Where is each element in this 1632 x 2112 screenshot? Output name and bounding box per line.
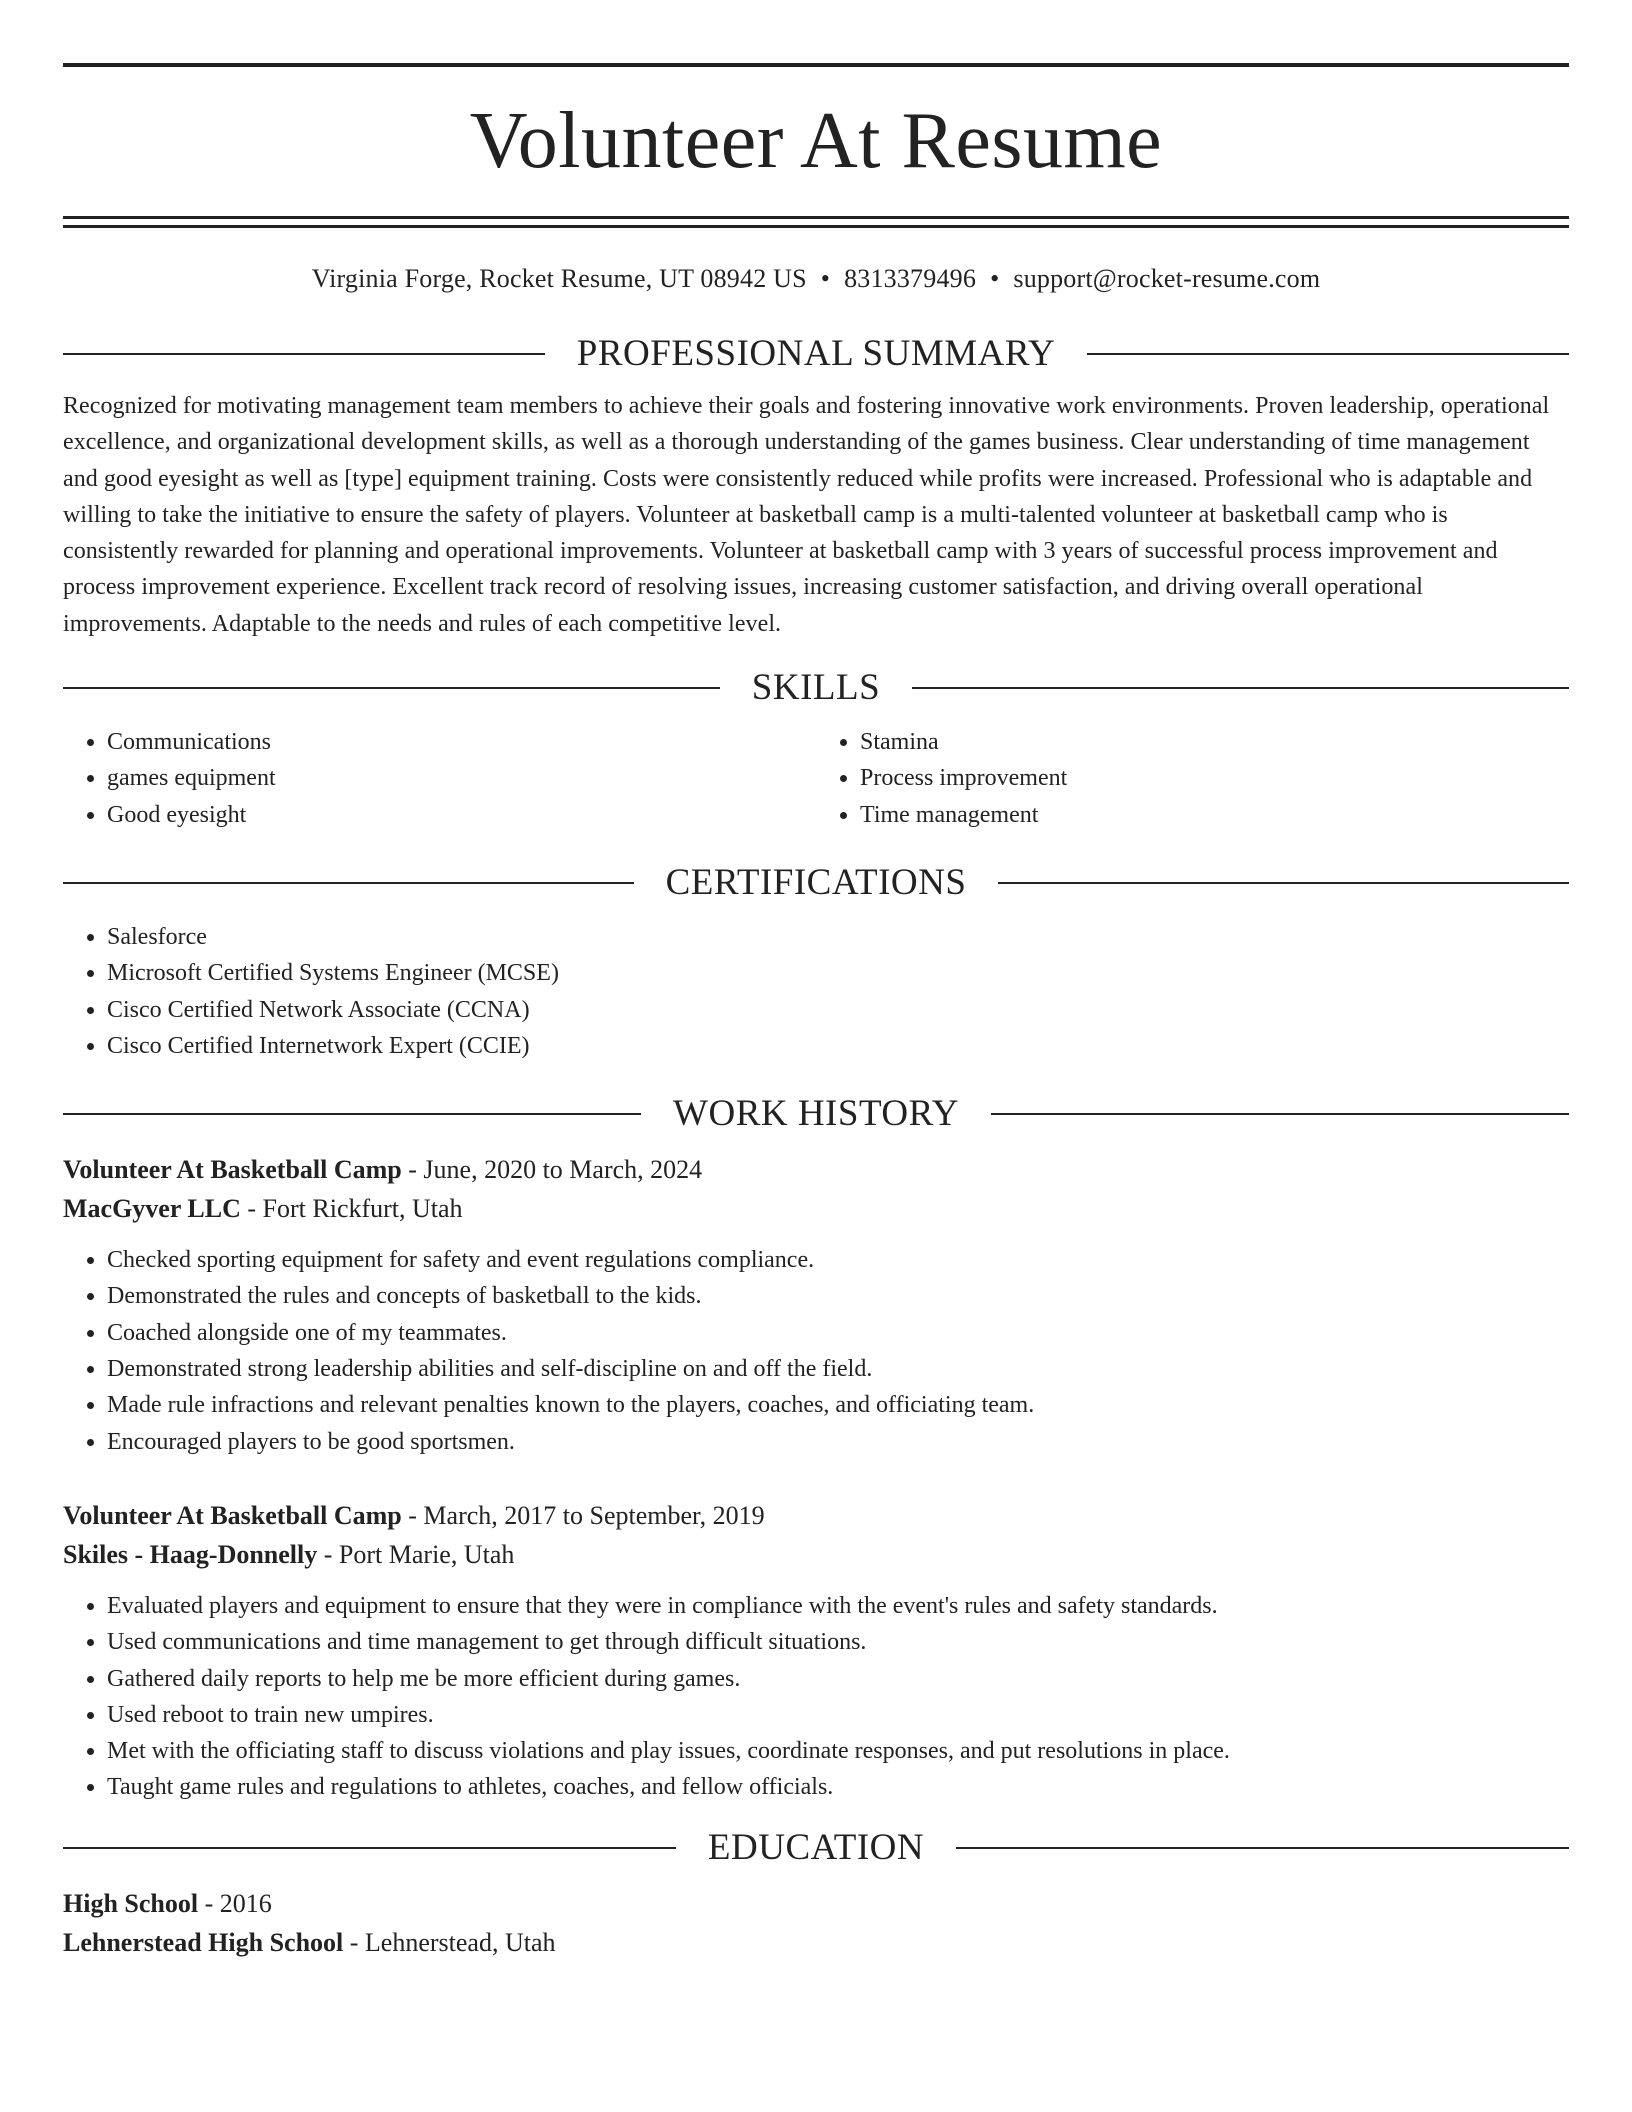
contact-separator: • — [990, 264, 1000, 293]
section-rule-right — [998, 882, 1569, 884]
job-company-line — [63, 1189, 1569, 1228]
job-company: MacGyver LLC — [63, 1194, 241, 1224]
job-bullet: • Made rule infractions and relevant penalties known to the players, coaches, and officiating team. — [107, 1387, 1569, 1423]
education-entry — [63, 1884, 1569, 1962]
skill-item: • Communications — [107, 724, 816, 760]
education-location: - Lehnerstead, Utah — [343, 1927, 556, 1957]
job-company-line — [63, 1535, 1569, 1574]
contact-address: Virginia Forge, Rocket Resume, UT 08942 US — [311, 264, 807, 293]
education-degree-line — [63, 1884, 1569, 1923]
job-company: Skiles - Haag-Donnelly — [63, 1539, 318, 1569]
section-header-education — [63, 1826, 1569, 1870]
skill-item: • Time management — [860, 797, 1569, 833]
section-title-work-history: WORK HISTORY — [673, 1093, 959, 1135]
job-bullet: • Taught game rules and regulations to athletes, coaches, and fellow officials. — [107, 1769, 1569, 1805]
job-bullet: • Used reboot to train new umpires. — [107, 1697, 1569, 1733]
skills-column-right — [816, 724, 1569, 833]
skill-item: • games equipment — [107, 760, 816, 796]
job-bullet: • Encouraged players to be good sportsmen. — [107, 1424, 1569, 1460]
skill-item: • Process improvement — [860, 760, 1569, 796]
job-entry — [63, 1496, 1569, 1806]
summary-text: Recognized for motivating management team members to achieve their goals and fostering innovative work environments. Proven leadership, operational excellence, and organizational development skills, as well as a thorough understanding of the games business. Clear understanding of time management and good eyesight as well as [type] equipment training. Costs were consistently reduced while profits were increased. Professional who is adaptable and willing to take the initiative to ensure the safety of players. Volunteer at basketball camp is a multi-talented volunteer at basketball camp who is consistently rewarded for planning and operational improvements. Volunteer at basketball camp with 3 years of successful process improvement and process improvement experience. Excellent track record of resolving issues, increasing customer satisfaction, and driving overall operational improvements. Adaptable to the needs and rules of each competitive level. — [63, 393, 1550, 637]
job-entry — [63, 1150, 1569, 1460]
job-bullet: • Gathered daily reports to help me be more efficient during games. — [107, 1661, 1569, 1697]
section-rule-right — [1087, 353, 1569, 355]
contact-line — [63, 262, 1569, 296]
resume-name: Volunteer At Resume — [469, 97, 1163, 185]
header-top-rule — [63, 63, 1569, 67]
job-bullet: • Used communications and time management to get through difficult situations. — [107, 1624, 1569, 1660]
skill-item: • Good eyesight — [107, 797, 816, 833]
section-rule-left — [63, 353, 545, 355]
certification-item: • Cisco Certified Network Associate (CCNA) — [107, 992, 1569, 1028]
education-degree: High School — [63, 1888, 199, 1918]
job-title: Volunteer At Basketball Camp — [63, 1500, 402, 1530]
certification-item: • Microsoft Certified Systems Engineer (MCSE) — [107, 955, 1569, 991]
contact-email: support@rocket-resume.com — [1013, 264, 1321, 293]
section-title-certifications: CERTIFICATIONS — [665, 861, 967, 903]
job-location: - Port Marie, Utah — [317, 1539, 515, 1569]
section-rule-left — [63, 687, 720, 689]
job-bullets — [63, 1588, 1569, 1806]
section-title-education: EDUCATION — [707, 1826, 925, 1868]
section-rule-right — [912, 687, 1569, 689]
job-dates: - June, 2020 to March, 2024 — [401, 1155, 703, 1185]
job-bullet: • Evaluated players and equipment to ensure that they were in compliance with the event's rules and safety standards. — [107, 1588, 1569, 1624]
section-title-summary: PROFESSIONAL SUMMARY — [576, 333, 1056, 374]
section-header-certifications — [63, 861, 1569, 905]
job-bullets — [63, 1242, 1569, 1460]
section-rule-left — [63, 882, 634, 884]
job-title-line — [63, 1150, 1569, 1189]
job-bullet: • Demonstrated the rules and concepts of basketball to the kids. — [107, 1278, 1569, 1314]
section-rule-right — [956, 1847, 1569, 1849]
contact-phone: 8313379496 — [844, 264, 977, 293]
job-title-line — [63, 1496, 1569, 1535]
job-location: - Fort Rickfurt, Utah — [240, 1194, 463, 1224]
section-rule-left — [63, 1847, 676, 1849]
header-double-rule — [63, 216, 1569, 228]
job-title: Volunteer At Basketball Camp — [63, 1155, 402, 1185]
job-bullet: • Checked sporting equipment for safety and event regulations compliance. — [107, 1242, 1569, 1278]
section-header-work-history — [63, 1092, 1569, 1136]
job-bullet: • Met with the officiating staff to discuss violations and play issues, coordinate responses, and put resolutions in place. — [107, 1733, 1569, 1769]
section-title-skills: SKILLS — [751, 667, 881, 709]
job-bullet: • Coached alongside one of my teammates. — [107, 1315, 1569, 1351]
education-year: - 2016 — [198, 1888, 272, 1918]
job-dates: - March, 2017 to September, 2019 — [401, 1500, 765, 1530]
education-school-line — [63, 1923, 1569, 1962]
section-header-skills — [63, 666, 1569, 710]
education-school: Lehnerstead High School — [63, 1927, 344, 1957]
skills-column-left — [63, 724, 816, 833]
section-rule-right — [991, 1113, 1569, 1115]
skill-item: • Stamina — [860, 724, 1569, 760]
certifications-list — [63, 919, 1569, 1064]
section-rule-left — [63, 1113, 641, 1115]
job-bullet: • Demonstrated strong leadership abilities and self-discipline on and off the field. — [107, 1351, 1569, 1387]
section-header-summary — [63, 332, 1569, 376]
contact-separator: • — [820, 264, 831, 293]
certification-item: • Salesforce — [107, 919, 1569, 955]
skills-list — [63, 724, 1569, 833]
certification-item: • Cisco Certified Internetwork Expert (CCIE) — [107, 1028, 1569, 1064]
